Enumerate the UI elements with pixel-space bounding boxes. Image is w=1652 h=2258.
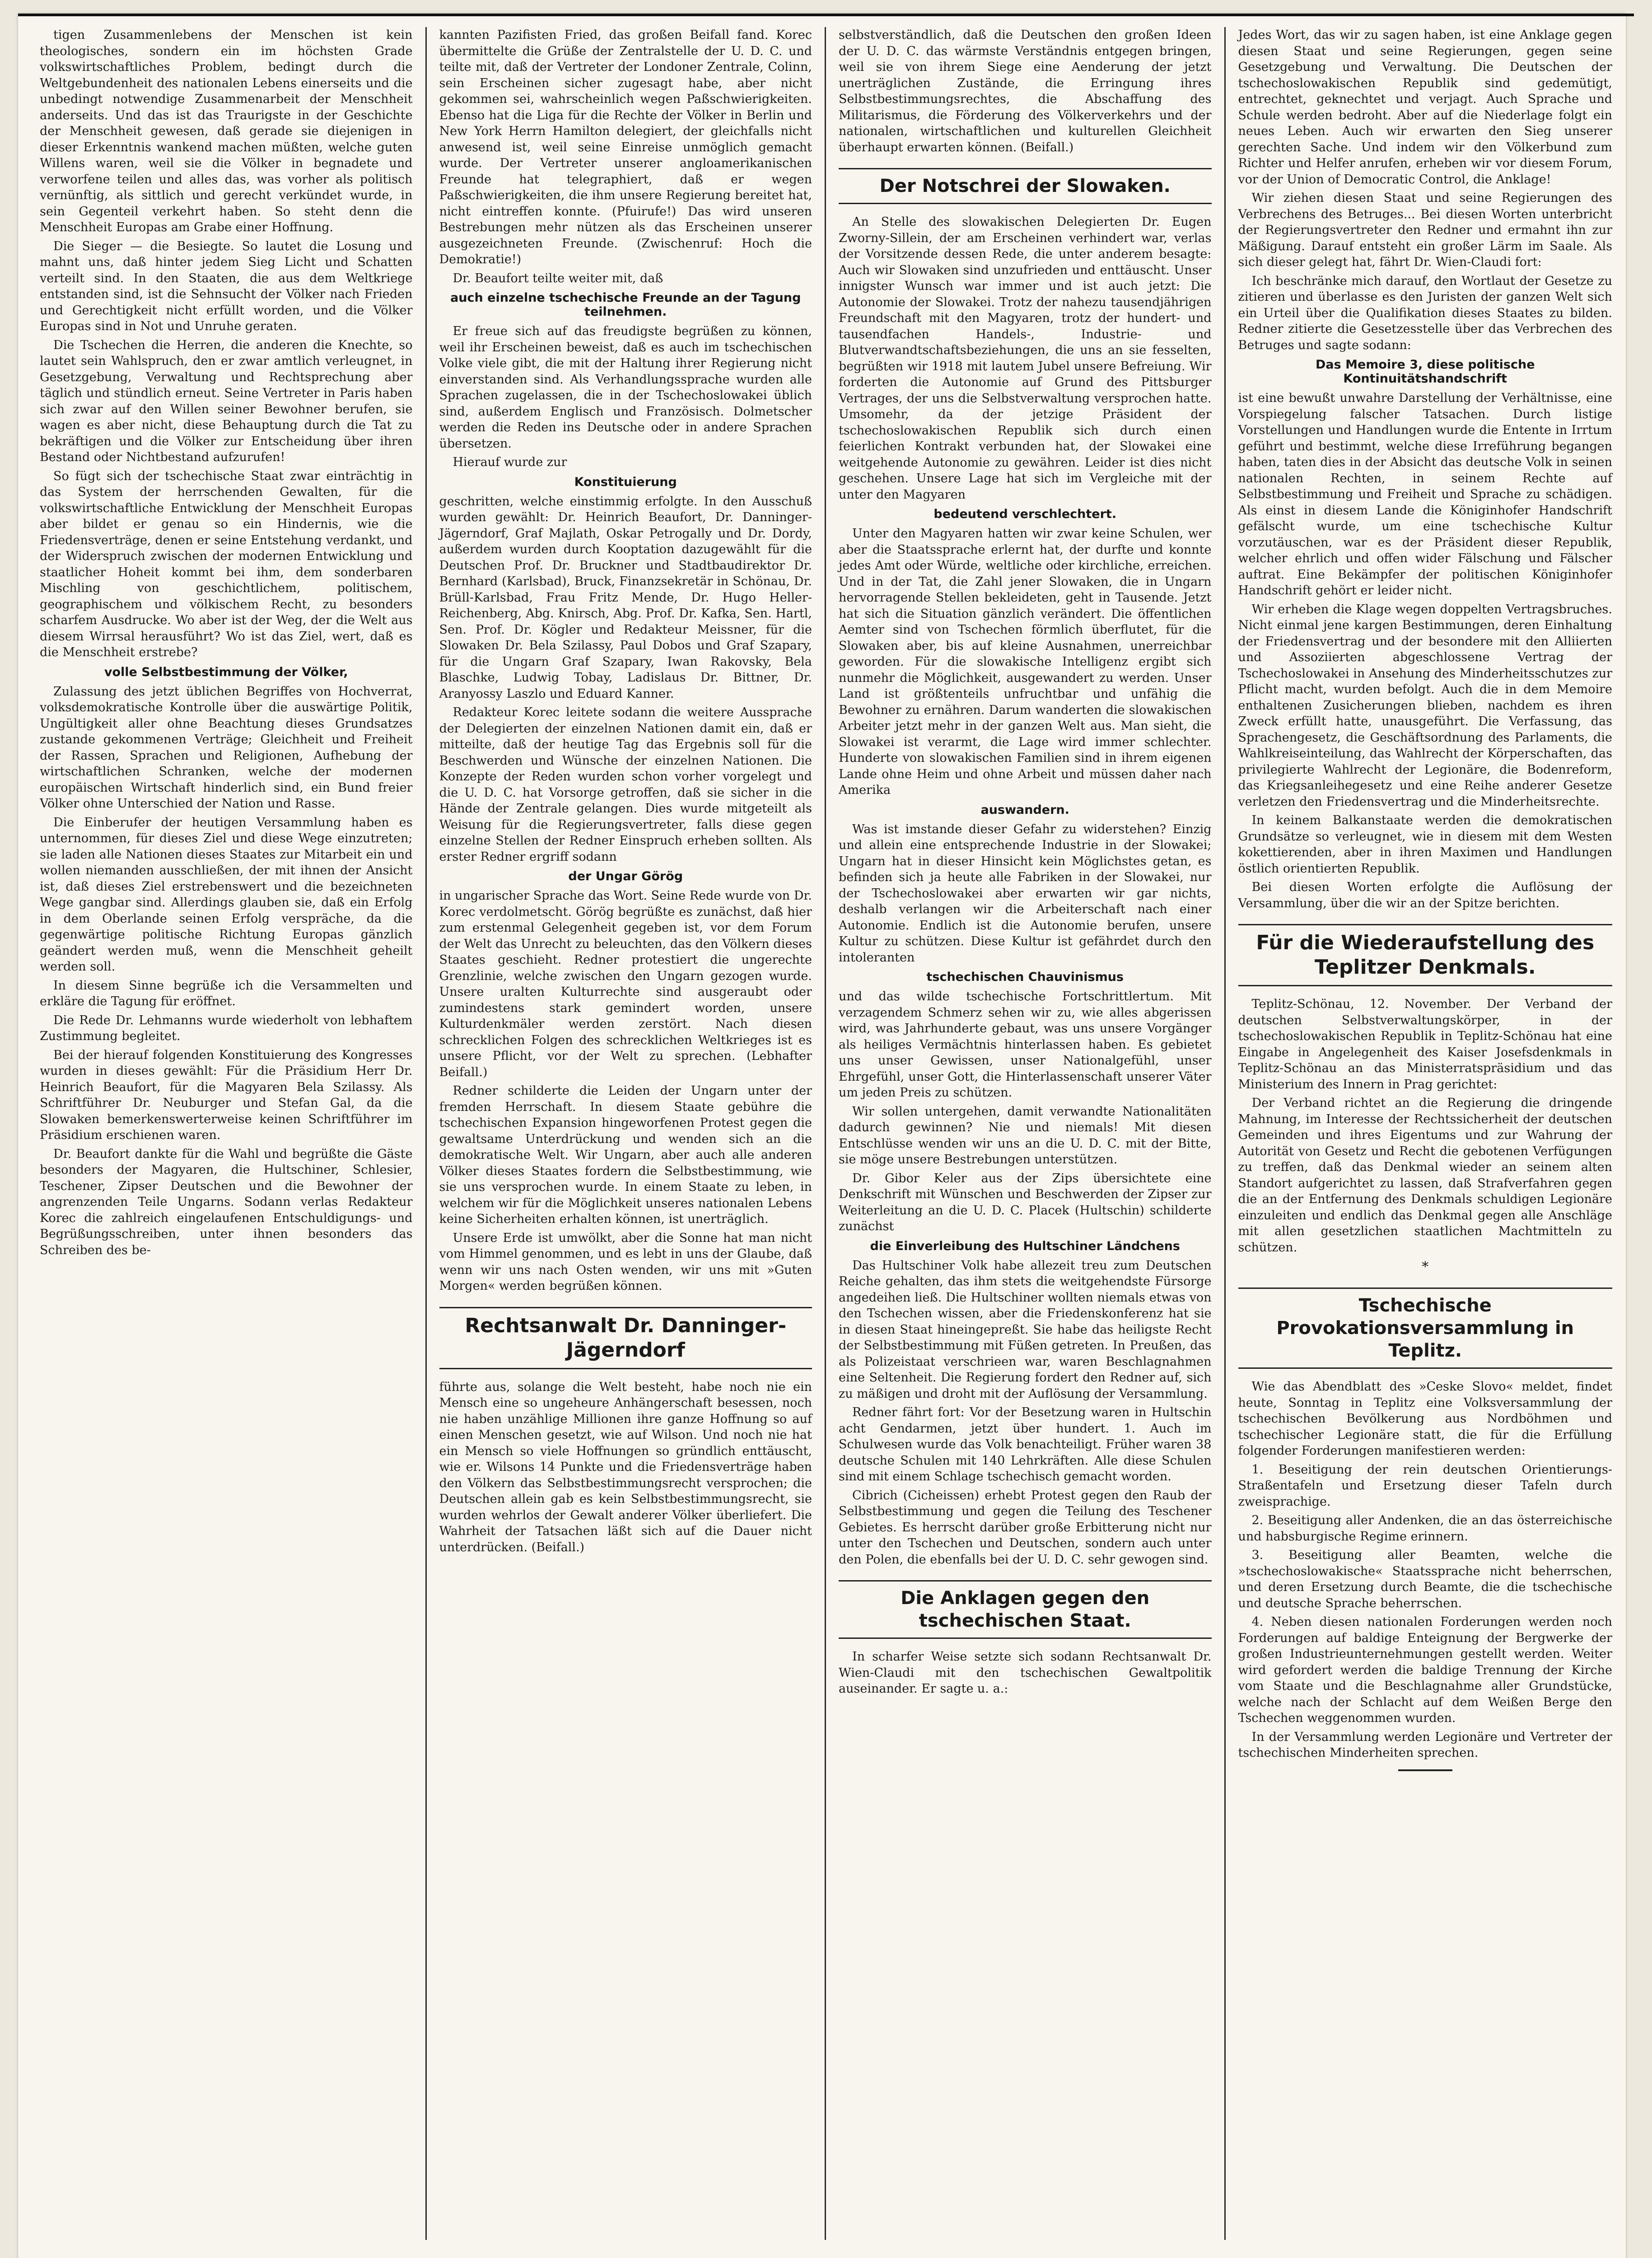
article-paragraph: 4. Neben diesen nationalen Forderungen werden noch Forderungen auf baldige Enteignung der Bergwerke der großen Industrieunternehmungen gestellt werden. Weiter wird gefordert werden die baldige Trennung der Kirche vom Staate und die Beschlagnahme aller Grundstücke, welche nach der Schlacht auf dem Weißen Berge den Tschechen weggenommen wurden. bbox=[1238, 1615, 1612, 1725]
article-paragraph: Die Rede Dr. Lehmanns wurde wiederholt von lebhaftem Zustimmung begleitet. bbox=[40, 1013, 413, 1043]
article-headline: Die Anklagen gegen den tschechischen Staat. bbox=[839, 1580, 1212, 1639]
article-paragraph: Was ist imstande dieser Gefahr zu widerstehen? Einzig und allein eine entsprechende Industrie in der Slowakei; Ungarn hat in dieser Hinsicht kein Möglichstes getan, es befinden sich ja heute alle Fabriken in der Slowakei, nur der Tschechoslowakei aber erwarten wir gar nichts, deshalb verlangen wir die Arbeiterschaft nach einer Autonomie. Endlich ist die Autonomie berufen, unsere Kultur zu schützen. Diese Kultur ist gefährdet durch den intoleranten bbox=[839, 822, 1212, 965]
article-paragraph: Das Hultschiner Volk habe allezeit treu zum Deutschen Reiche gehalten, das ihm stets die weitgehendste Fürsorge angedeihen ließ. Die Hultschiner wollten niemals etwas von den Tschechen wissen, aber die Friedenskonferenz hat sie in diesen Staat hineingepreßt. Sie habe das heiligste Recht der Selbstbestimmung mit Füßen getreten. In Preußen, das als Polizeistaat verschrieen war, waren Beschlagnahmen eine Seltenheit. Die Regierung fordert den Redner auf, sich zu mäßigen und droht mit der Auflösung der Versammlung. bbox=[839, 1258, 1212, 1401]
article-paragraph: und das wilde tschechische Fortschrittlertum. Mit verzagendem Schmerz sehen wir zu, wie alles abgerissen wird, was Jahrhunderte gebaut, was uns unsere Vorgänger als heiliges Vermächtnis hinterlassen haben. Es gebietet uns unser Gewissen, unser Nationalgefühl, unser Ehrgefühl, unser Gott, die Hinterlassenschaft unserer Väter um jeden Preis zu schützen. bbox=[839, 989, 1212, 1100]
article-paragraph: 1. Beseitigung der rein deutschen Orientierungs-Straßentafeln und Ersetzung dieser Tafeln durch zweisprachige. bbox=[1238, 1462, 1612, 1509]
article-paragraph: Bei diesen Worten erfolgte die Auflösung der Versammlung, über die wir an der Spitze berichten. bbox=[1238, 880, 1612, 910]
article-paragraph: 2. Beseitigung aller Andenken, die an das österreichische und habsburgische Regime erinnern. bbox=[1238, 1513, 1612, 1544]
article-paragraph: Cibrich (Cicheissen) erhebt Protest gegen den Raub der Selbstbestimmung und gegen die Teilung des Teschener Gebietes. Es herrscht darüber große Erbitterung nicht nur unter den Tschechen und Deutschen, sondern auch unter den Polen, die ebenfalls bei der U. D. C. sehr gewogen sind. bbox=[839, 1488, 1212, 1567]
section-subheading: auswandern. bbox=[980, 802, 1069, 817]
article-paragraph: Teplitz-Schönau, 12. November. Der Verband der deutschen Selbstverwaltungskörper, in der tschechoslowakischen Republik in Teplitz-Schönau hat eine Eingabe in Angelegenheit des Kaiser Josefsdenkmals in Teplitz-Schönau an das Ministerratspräsidium und das Ministerium des Innern in Prag gerichtet: bbox=[1238, 997, 1612, 1092]
newspaper-columns bbox=[27, 27, 1625, 2240]
article-paragraph: Hierauf wurde zur bbox=[453, 455, 567, 469]
article-paragraph: führte aus, solange die Welt besteht, habe noch nie ein Mensch eine so ungeheure Anhängerschaft besessen, noch nie haben unzählige Millionen ihre ganze Hoffnung so auf einen Menschen gesetzt, wie auf Wilson. Und noch nie hat ein Mensch so viele Hoffnungen so gründlich enttäuscht, wie er. Wilsons 14 Punkte und die Friedensverträge haben den Völkern das Selbstbestimmungsrecht versprochen; die Deutschen allein gab es kein Selbstbestimmungsrecht, sie wurden wehrlos der Gewalt anderer Völker überliefert. Die Wahrheit der Tatsachen läßt sich auf die Dauer nicht unterdrücken. (Beifall.) bbox=[439, 1380, 812, 1554]
article-paragraph: Dr. Gibor Keler aus der Zips übersichtete eine Denkschrift mit Wünschen und Beschwerden der Zipser zur Weiterleitung an die U. D. C. Placek (Hultschin) schilderte zunächst bbox=[839, 1171, 1212, 1233]
article-paragraph: In keinem Balkanstaate werden die demokratischen Grundsätze so verleugnet, wie in diesem mit dem Westen kokettierenden, aber in ihren Maximen und Handlungen östlich orientierten Republik. bbox=[1238, 813, 1612, 876]
column-1 bbox=[27, 27, 427, 2240]
column-3 bbox=[826, 27, 1226, 2240]
article-paragraph: Ich beschränke mich darauf, den Wortlaut der Gesetze zu zitieren und überlasse es den Juristen der ganzen Welt sich ein Urteil über die Qualifikation dieses Staates zu bilden. Redner zitierte die Gesetzesstelle über das Verbrechen des Betruges und sagte sodann: bbox=[1238, 274, 1612, 352]
column-2 bbox=[427, 27, 826, 2240]
section-subheading: volle Selbstbestimmung der Völker, bbox=[104, 665, 348, 679]
article-paragraph: Die Einberufer der heutigen Versammlung haben es unternommen, für dieses Ziel und diese Wege einzutreten; sie laden alle Nationen dieses Staates zur Mitarbeit ein und wollen niemanden ausschließen, der mit ihnen der Ansicht ist, daß dieses Ziel erstrebenswert und die bezeichneten Wege gangbar sind. Allerdings glauben sie, daß ein Erfolg in dem Oberlande seinen Erfolg verspräche, da die gegenwärtige politische Richtung Europas gänzlich geändert werden muß, wenn die Menschheit geheilt werden soll. bbox=[40, 815, 413, 974]
article-paragraph: Dr. Beaufort teilte weiter mit, daß bbox=[453, 271, 663, 285]
section-subheading: die Einverleibung des Hultschiner Ländchens bbox=[870, 1239, 1180, 1253]
article-headline: Für die Wiederaufstellung des Teplitzer Denkmals. bbox=[1238, 924, 1613, 986]
article-paragraph: Redner schilderte die Leiden der Ungarn unter der fremden Herrschaft. In diesem Staate gebühre die tschechischen Expansion hingeworfenen Protest gegen die gewaltsame Unterdrückung und wenden sich an die demokratische Welt. Wir Ungarn, aber auch alle anderen Völker dieses Staates fordern die Selbstbestimmung, wie sie uns versprochen wurde. In einem Staate zu leben, in welchem wir für die Möglichkeit unseres nationalen Lebens keine Sicherheiten erhalten können, ist unerträglich. bbox=[439, 1084, 812, 1226]
article-paragraph: Unsere Erde ist umwölkt, aber die Sonne hat man nicht vom Himmel genommen, und es lebt in uns der Glaube, daß wenn wir uns nach Osten wenden, wir uns mit »Guten Morgen« werden begrüßen können. bbox=[439, 1231, 812, 1293]
article-paragraph: ist eine bewußt unwahre Darstellung der Verhältnisse, eine Vorspiegelung falscher Tatsachen. Durch listige Vorstellungen und Handlungen wurde die Entente in Irrtum geführt und bestimmt, welche diese Irreführung begangen haben, taten dies in der Absicht das deutsche Volk in seinen nationalen Rechten, in seinem Rechte auf Selbstbestimmung und Freiheit und Sprache zu schädigen. Als einst in diesem Lande die Königinhofer Handschrift gefälscht wurde, um eine tschechische Kultur vorzutäuschen, war es der Präsident dieser Republik, welcher ehrlich und offen wider Fälschung und Fälscher auftrat. Eine Bekämpfer der politischen Königinhofer Handschrift gehört er leider nicht. bbox=[1238, 391, 1612, 597]
article-headline: Rechtsanwalt Dr. Danninger-Jägerndorf bbox=[439, 1307, 812, 1369]
article-paragraph: selbstverständlich, daß die Deutschen den großen Ideen der U. D. C. das wärmste Verständnis entgegen bringen, weil sie von ihrem Siege eine Aenderung der jetzt unerträglichen Zustände, die Erringung ihres Selbstbestimmungsrechtes, die Abschaffung des Militarismus, die Förderung des Völkerverkehrs und der nationalen, wirtschaftlichen und kulturellen Gleichheit überhaupt erwarten können. (Beifall.) bbox=[839, 28, 1212, 154]
article-paragraph: Jedes Wort, das wir zu sagen haben, ist eine Anklage gegen diesen Staat und seine Regierungen, gegen seine Gesetzgebung und Verwaltung. Die Deutschen der tschechoslowakischen Republik sind gedemütigt, entrechtet, geknechtet und verjagt. Auch Sprache und Schule werden bedroht. Aber auf die Niederlage folgt ein neues Leben. Auch wir erwarten den Sieg unserer gerechten Sache. Und indem wir den Völkerbund zum Richter und Helfer anrufen, erheben wir vor diesem Forum, vor der Union of Democratic Control, die Anklage! bbox=[1238, 28, 1612, 187]
article-paragraph: Die Sieger — die Besiegte. So lautet die Losung und mahnt uns, daß hinter jedem Sieg Licht und Schatten verteilt sind. In den Staaten, die aus dem Weltkriege entstanden sind, ist die Sehnsucht der Völker nach Frieden und Gerechtigkeit nicht erfüllt worden, und die Völker Europas sind in Not und Unruhe geraten. bbox=[40, 239, 413, 333]
article-paragraph: Wir ziehen diesen Staat und seine Regierungen des Verbrechens des Betruges... Bei diesen Worten unterbricht der Regierungsvertreter den Redner und ermahnt ihn zur Mäßigung. Darauf entsteht ein großer Lärm im Saale. Als sich dieser gelegt hat, fährt Dr. Wien-Claudi fort: bbox=[1238, 191, 1612, 269]
article-paragraph: Die Tschechen die Herren, die anderen die Knechte, so lautet sein Wahlspruch, den er zwar amtlich verleugnet, in Gesetzgebung, Verwaltung und Rechtsprechung aber täglich und stündlich erneut. Seine Vertreter in Paris haben sich zwar auf den Willen seiner Bewohner berufen, sie wagen es aber nicht, diese Behauptung durch die Tat zu bekräftigen und die Völker zur Entscheidung über ihren Bestand oder Nichtbestand aufzurufen! bbox=[40, 338, 413, 464]
article-paragraph: Bei der hierauf folgenden Konstituierung des Kongresses wurden in dieses gewählt: Für die Präsidium Herr Dr. Heinrich Beaufort, für die Magyaren Bela Szilassy. Als Schriftführer Dr. Neuburger und Stefan Gal, da die Slowaken bemerkenswerterweise keinen Schriftführer im Präsidium erschienen waren. bbox=[40, 1048, 413, 1142]
article-paragraph: Wie das Abendblatt des »Ceske Slovo« meldet, findet heute, Sonntag in Teplitz eine Volksversammlung der tschechischen Bevölkerung aus Nordböhmen und tschechischer Legionäre statt, die für die Erfüllung folgender Forderungen manifestieren werden: bbox=[1238, 1380, 1612, 1458]
article-paragraph: In diesem Sinne begrüße ich die Versammelten und erkläre die Tagung für eröffnet. bbox=[40, 978, 413, 1008]
article-paragraph: kannten Pazifisten Fried, das großen Beifall fand. Korec übermittelte die Grüße der Zentralstelle der U. D. C. und teilte mit, daß der Vertreter der Londoner Zentrale, Colinn, sein Erscheinen sicher zugesagt habe, aber nicht gekommen sei, wahrscheinlich wegen Paßschwierigkeiten. Ebenso hat die Liga für die Rechte der Völker in Berlin und New York Herrn Hamilton delegiert, der gleichfalls nicht anwesend ist, weil seine Einreise unmöglich gemacht wurde. Der Vertreter unserer angloamerikanischen Freunde hat telegraphiert, daß er wegen Paßschwierigkeiten, die ihm unsere Regierung bereitet hat, nicht eintreffen konnte. (Pfuirufe!) Das wird unseren Bestrebungen mehr nützen als das Erscheinen unserer ausgezeichneten Freunde. (Zwischenruf: Hoch die Demokratie!) bbox=[439, 28, 812, 266]
article-paragraph: in ungarischer Sprache das Wort. Seine Rede wurde von Dr. Korec verdolmetscht. Görög begrüßte es zunächst, daß hier zum erstenmal Gelegenheit gegeben ist, vor dem Forum der Welt das Unrecht zu beleuchten, das den Völkern dieses Staates geschieht. Redner protestiert die ungerechte Grenzlinie, welche zwischen den Ungarn gezogen wurde. Unsere uralten Kulturrechte sind ausgeraubt oder zumindestens stark gemindert worden, unsere Kulturdenkmäler werden zerstört. Nach diesen schrecklichen Folgen des schrecklichen Weltkrieges ist es unsere Pflicht, vor der Welt zu sprechen. (Lebhafter Beifall.) bbox=[439, 889, 812, 1079]
article-headline: Tschechische Provokationsversammlung in Teplitz. bbox=[1238, 1288, 1613, 1369]
section-subheading: auch einzelne tschechische Freunde an der Tagung teilnehmen. bbox=[450, 291, 801, 319]
article-paragraph: So fügt sich der tschechische Staat zwar einträchtig in das System der herrschenden Gewalten, für die volkswirtschaftliche Entwicklung der Menschheit Europas aber bildet er genau so ein Hindernis, wie die Friedensverträge, denen er seine Entstehung verdankt, und der Widerspruch zwischen der modernen Entwicklung und staatlicher Hoheit kommt bei ihm, dem sonderbaren Mischling von geschichtlichem, politischem, geographischem und völkischem Recht, zu besonders scharfem Ausdrucke. Wo aber ist der Weg, der die Welt aus diesem Wirrsal herausführt? Wo ist das Ziel, wert, daß es die Menschheit erstrebe? bbox=[40, 469, 413, 659]
article-paragraph: tigen Zusammenlebens der Menschen ist kein theologisches, sondern ein im höchsten Grade volkswirtschaftliches Problem, bedingt durch die Weltgebundenheit des nationalen Lebens einerseits und die unbedingt notwendige Zusammenarbeit der Menschheit anderseits. Und das ist das Traurigste in der Geschichte der Menschheit gewesen, daß gerade sie diejenigen in dieser Erkenntnis wankend machen müßten, welche guten Willens waren, weil sie die Völker in begnadete und verworfene teilen und alles das, was vorher als politisch vernünftig, als sittlich und gerecht verkündet wurde, in sein Gegenteil verkehrt haben. So steht denn die Menschheit Europas am Grabe einer Hoffnung. bbox=[40, 28, 413, 234]
article-paragraph: An Stelle des slowakischen Delegierten Dr. Eugen Zworny-Sillein, der am Erscheinen verhindert war, verlas der Vorsitzende dessen Rede, die unter anderem besagte: Auch wir Slowaken sind unzufrieden und enttäuscht. Unser innigster Wunsch war immer und ist auch jetzt: Die Autonomie der Slowakei. Trotz der nahezu tausendjährigen Freundschaft mit den Magyaren, trotz der hundert- und tausendfachen Handels-, Industrie- und Blutverwandtschaftsbeziehungen, die uns an sie fesselten, begrüßten wir 1918 mit lautem Jubel unsere Befreiung. Wir forderten die Autonomie auf Grund des Pittsburger Vertrages, der uns die Selbstverwaltung versprochen hatte. Umsomehr, da der jetzige Präsident der tschechoslowakischen Republik sich durch einen feierlichen Kontrakt verbunden hat, der Slowakei eine weitgehende Autonomie zu gewähren. Leider ist dies nicht geschehen. Unsere Lage hat sich im Vergleiche mit der unter den Magyaren bbox=[839, 215, 1212, 502]
section-subheading: Konstituierung bbox=[574, 475, 677, 489]
top-border-rule bbox=[18, 14, 1634, 16]
article-paragraph: Redner fährt fort: Vor der Besetzung waren in Hultschin acht Gendarmen, jetzt über hundert. 1. Auch im Schulwesen wurde das Volk benachteiligt. Früher waren 38 deutsche Schulen mit 140 Lehrkräften. Alle diese Schulen sind mit einem Schlage tschechisch gemacht worden. bbox=[839, 1405, 1212, 1484]
section-subheading: Das Memoire 3, diese politische Kontinuitätshandschrift bbox=[1315, 358, 1535, 386]
column-4 bbox=[1226, 27, 1625, 2240]
section-subheading: der Ungar Görög bbox=[568, 869, 683, 883]
article-paragraph: In der Versammlung werden Legionäre und Vertreter der tschechischen Minderheiten sprechen. bbox=[1238, 1730, 1612, 1760]
article-end-rule bbox=[1398, 1769, 1452, 1771]
section-subheading: bedeutend verschlechtert. bbox=[933, 507, 1117, 521]
article-paragraph: Wir erheben die Klage wegen doppelten Vertragsbruches. Nicht einmal jene kargen Bestimmungen, deren Einhaltung der Friedensvertrag und der besondere mit den Alliierten und Assoziierten abgeschlossene Vertrag der Tschechoslowakei in Ansehung des Minderheitsschutzes zur Pflicht macht, wurden befolgt. Auch die in dem Memoire enthaltenen Zusicherungen blieben, nachdem es ihren Zweck erfüllt hatte, unausgeführt. Die Verfassung, das Sprachengesetz, die Geschäftsordnung des Parlaments, die Wahlkreiseinteilung, das Wahlrecht der Körperschaften, das privilegierte Wahlrecht der Legionäre, die Bodenreform, das Kriegsanleihegesetz und eine Reihe anderer Gesetze verletzen den Friedensvertrag und die Minderheitsrechte. bbox=[1238, 602, 1612, 809]
article-paragraph: Zulassung des jetzt üblichen Begriffes von Hochverrat, volksdemokratische Kontrolle über die auswärtige Politik, Ungültigkeit aller ohne Beachtung dieses Grundsatzes zustande gekommenen Verträge; Gleichheit und Freiheit der Rassen, Sprachen und Religionen, Aufhebung der wirtschaftlichen Schranken, welche der modernen europäischen Wirtschaft hinderlich sind, ein Bund freier Völker ohne Unterschied der Nation und Rasse. bbox=[40, 684, 413, 811]
article-paragraph: Dr. Beaufort dankte für die Wahl und begrüßte die Gäste besonders der Magyaren, die Hultschiner, Schlesier, Teschener, Zipser Deutschen und die Bewohner der angrenzenden Teile Ungarns. Sodann verlas Redakteur Korec die zahlreich eingelaufenen Entschuldigungs- und Begrüßungsschreiben, unter ihnen besonders das Schreiben des be- bbox=[40, 1147, 413, 1257]
article-paragraph: geschritten, welche einstimmig erfolgte. In den Ausschuß wurden gewählt: Dr. Heinrich Beaufort, Dr. Danninger-Jägerndorf, Graf Majlath, Oskar Petrogally und Dr. Dordy, außerdem wurden durch Kooptation dazugewählt für die Deutschen Prof. Dr. Bruckner und Stadtbaudirektor Dr. Bernhard (Karlsbad), Bruck, Finanzsekretär in Schönau, Dr. Brüll-Karlsbad, Frau Fritz Mende, Dr. Hugo Heller-Reichenberg, Abg. Knirsch, Abg. Prof. Dr. Kafka, Sen. Hartl, Sen. Prof. Dr. Kögler und Redakteur Meissner, für die Slowaken Dr. Bela Szilassy, Paul Dobos und Graf Szapary, für die Ungarn Graf Szapary, Iwan Rakovsky, Bela Blaschke, Ludwig Tobay, Ladislaus Dr. Bittner, Dr. Aranyossy Laszlo und Eduard Kanner. bbox=[439, 494, 812, 701]
article-paragraph: Er freue sich auf das freudigste begrüßen zu können, weil ihr Erscheinen beweist, daß es auch im tschechischen Volke viele gibt, die mit der Haltung ihrer Regierung nicht einverstanden sind. Als Verhandlungssprache wurden alle Sprachen zugelassen, die in der Tschechoslowakei üblich sind, außerdem Englisch und Französisch. Dolmetscher werden die Reden ins Deutsche oder in andere Sprachen übersetzen. bbox=[439, 324, 812, 451]
article-paragraph: Wir sollen untergehen, damit verwandte Nationalitäten dadurch gewinnen? Nie und niemals! Mit diesen Entschlüsse wenden wir uns an die U. D. C. mit der Bitte, sie möge unsere Bestrebungen unterstützen. bbox=[839, 1104, 1212, 1166]
section-separator-asterisk: * bbox=[1422, 1259, 1429, 1275]
article-paragraph: Unter den Magyaren hatten wir zwar keine Schulen, wer aber die Staatssprache erlernt hat, der durfte und konnte jedes Amt oder Würde, weltliche oder kirchliche, erreichen. Und in der Tat, die Zahl jener Slowaken, die in Ungarn hervorragende Stellen bekleideten, geht in Tausende. Jetzt hat sich die Situation gänzlich verändert. Die öffentlichen Aemter sind von Tschechen förmlich überflutet, für die Slowaken aber, bis auf kleine Ausnahmen, unerreichbar geworden. Für die slowakische Intelligenz ergibt sich nunmehr die Möglichkeit, ausgewandert zu werden. Unser Land ist größtenteils unfruchtbar und unfähig die Bewohner zu ernähren. Darum wanderten die slowakischen Arbeiter jetzt mehr in der ganzen Welt aus. Man sieht, die Slowakei ist verarmt, die Lage wird immer schlechter. Hunderte von slowakischen Familien sind in ihrem eigenen Lande ohne Heim und ohne Arbeit und müssen daher nach Amerika bbox=[839, 527, 1212, 797]
section-subheading: tschechischen Chauvinismus bbox=[926, 970, 1124, 984]
article-paragraph: Redakteur Korec leitete sodann die weitere Aussprache der Delegierten der einzelnen Nationen damit ein, daß er mitteilte, daß der heutige Tag das Ergebnis soll für die Beschwerden und Wünsche der einzelnen Nationen. Die Konzepte der Reden wurden schon vorher vorgelegt und die U. D. C. hat Vorsorge getroffen, daß sie sicher in die Hände der Zentrale gelangen. Dies wurde mitgeteilt als Weisung für die Regierungsvertreter, falls diese gegen einzelne Stellen der Redner Einspruch erheben sollten. Als erster Redner ergriff sodann bbox=[439, 705, 812, 864]
article-headline: Der Notschrei der Slowaken. bbox=[839, 168, 1212, 204]
article-paragraph: Der Verband richtet an die Regierung die dringende Mahnung, im Interesse der Rechtssicherheit der deutschen Gemeinden und ihres Eigentums und zur Wahrung der Autorität von Gesetz und Recht die gebotenen Verfügungen zu treffen, daß das Denkmal wieder an seinem alten Standort aufgerichtet zu lassen, daß Strafverfahren gegen die an der Entfernung des Denkmals schuldigen Legionäre einzuleiten und endlich das Denkmal gegen alle Anschläge mit allen gesetzlichen staatlichen Machtmitteln zu schützen. bbox=[1238, 1096, 1612, 1255]
article-paragraph: In scharfer Weise setzte sich sodann Rechtsanwalt Dr. Wien-Claudi mit den tschechischen Gewaltpolitik auseinander. Er sagte u. a.: bbox=[839, 1650, 1212, 1696]
article-paragraph: 3. Beseitigung aller Beamten, welche die »tschechoslowakische« Staatssprache nicht beherrschen, und deren Ersetzung durch Beamte, die die tschechische und deutsche Sprache beherrschen. bbox=[1238, 1548, 1612, 1610]
